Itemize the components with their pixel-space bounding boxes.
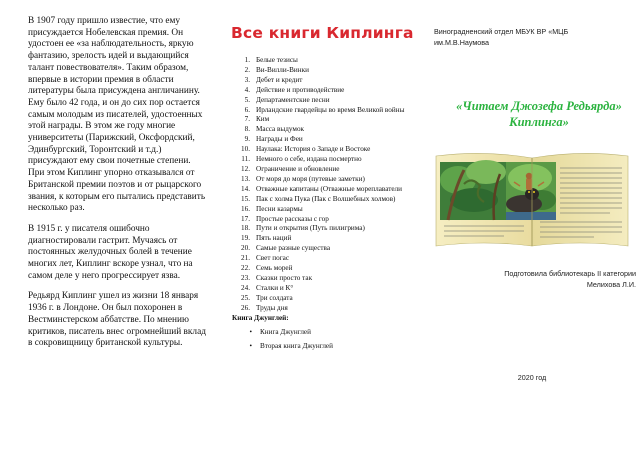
book-number: 12. xyxy=(241,164,250,173)
book-item xyxy=(214,175,424,185)
prepared-by xyxy=(436,268,636,290)
book-number: 21. xyxy=(241,254,250,263)
book-title: Ограничение и обновление xyxy=(256,164,340,173)
book-title: Действие и противодействие xyxy=(256,85,345,94)
book-item xyxy=(214,264,424,274)
book-title: Пак с холма Пука (Пак с Волшебных холмов) xyxy=(256,194,396,203)
book-number: 1. xyxy=(244,56,250,64)
paragraph-illness: В 1915 г. у писателя ошибочно диагностировали гастрит. Мучаясь от постоянных желудочных болей в течение многих лет, Киплинг вскоре узнал, что на самом деле у него прогрессирует язва. xyxy=(28,223,193,281)
jungle-book-item xyxy=(214,341,424,351)
book-number: 2. xyxy=(244,65,250,74)
book-number: 8. xyxy=(244,125,250,134)
jungle-book-title: Книга Джунглей xyxy=(260,327,311,336)
prepared-by-line-1: Подготовила библиотекарь II категории xyxy=(504,269,636,278)
book-title: Пути и открытия (Путь пилигрима) xyxy=(256,224,365,233)
book-title: Награды и Феи xyxy=(256,135,303,144)
book-number: 4. xyxy=(244,85,250,94)
book-item xyxy=(214,224,424,234)
book-item xyxy=(214,215,424,225)
book-number: 11. xyxy=(241,155,250,164)
book-item xyxy=(214,145,424,155)
left-panel xyxy=(0,0,214,452)
book-title: Ви-Вилли-Винки xyxy=(256,65,309,74)
organization-name xyxy=(434,27,634,48)
book-item xyxy=(214,76,424,86)
book-item xyxy=(214,284,424,294)
middle-panel xyxy=(214,0,424,452)
book-number: 15. xyxy=(241,194,250,203)
book-number: 16. xyxy=(241,204,250,213)
book-item xyxy=(214,274,424,284)
book-title: Свет погас xyxy=(256,254,290,263)
book-item xyxy=(214,294,424,304)
book-item xyxy=(214,234,424,244)
book-title: Масса выдумок xyxy=(256,125,305,134)
paragraph-death: Редьярд Киплинг ушел из жизни 18 января 1936 г. в Лондоне. Он был похоронен в Вестминстерском аббатстве. По мнению критиков, писатель внес огромнейший вклад в сокровищницу британской культуры. xyxy=(28,291,206,349)
book-item xyxy=(214,66,424,76)
book-title: Отважные капитаны (Отважные мореплаватели xyxy=(256,184,402,193)
book-number: 9. xyxy=(244,135,250,144)
book-number: 26. xyxy=(241,303,250,312)
organization-line-2: им.М.В.Наумова xyxy=(434,37,490,47)
book-number: 22. xyxy=(241,264,250,273)
book-item xyxy=(214,254,424,264)
jungle-book-list xyxy=(214,327,424,351)
book-item xyxy=(214,96,424,106)
book-title: Белые тезисы xyxy=(256,56,298,64)
books-title: Все книги Киплинга xyxy=(231,24,414,42)
book-item xyxy=(214,195,424,205)
book-title: Три солдата xyxy=(256,293,293,302)
bullet-icon: • xyxy=(249,341,252,350)
jungle-book-item xyxy=(214,327,424,337)
book-number: 7. xyxy=(244,115,250,124)
book-number: 25. xyxy=(241,293,250,302)
book-number: 10. xyxy=(241,145,250,154)
bullet-icon: • xyxy=(249,327,252,336)
book-number: 5. xyxy=(244,95,250,104)
book-number: 14. xyxy=(241,184,250,193)
book-title: Сталки и К° xyxy=(256,283,294,292)
prepared-by-line-2: Мелихова Л.И. xyxy=(586,280,636,289)
book-number: 19. xyxy=(241,234,250,243)
book-item xyxy=(214,115,424,125)
book-title: Немного о себе, издана посмертно xyxy=(256,155,362,164)
book-number: 13. xyxy=(241,174,250,183)
organization-line-1: Виноградненский отдел МБУК ВР «МЦБ xyxy=(434,27,569,36)
book-number: 17. xyxy=(241,214,250,223)
book-item xyxy=(214,155,424,165)
book-number: 20. xyxy=(241,244,250,253)
book-title: Песни казармы xyxy=(256,204,303,213)
book-number: 18. xyxy=(241,224,250,233)
book-title: Семь морей xyxy=(256,264,293,273)
publication-year: 2020 год xyxy=(517,373,547,382)
book-list xyxy=(214,56,424,314)
book-number: 3. xyxy=(244,75,250,84)
book-item xyxy=(214,244,424,254)
book-item xyxy=(214,165,424,175)
jungle-book-heading: Книга Джунглей: xyxy=(232,313,289,322)
paragraph-nobel: В 1907 году пришло известие, что ему присуждается Нобелевская премия. Он удостоен ее «за наблюдательность, яркую фантазию, зрелость идей и выдающийся талант повествователя». Таким образом, впервые в истории премия в области литературы была присуждена англичанину. Ему было 42 года, и он до сих пор остается самым молодым из писателей, удостоенных этой награды. В этом же году многие университеты (Парижский, Оксфордский, Эдинбургский, Торонтский и т.д.) присуждают ему свои почетные степени. При этом Киплинг упорно отказывался от Британской премии поэтов и от рыцарского звания, к которым его пытались представить несколько раз. xyxy=(28,16,206,214)
right-panel xyxy=(424,0,640,452)
book-title: Ким xyxy=(256,115,270,124)
book-item xyxy=(214,185,424,195)
book-number: 23. xyxy=(241,273,250,282)
book-number: 6. xyxy=(244,105,250,114)
book-number: 24. xyxy=(241,283,250,292)
book-title: Труды дня xyxy=(256,303,288,312)
book-item xyxy=(214,125,424,135)
book-title: Ирландские гвардейцы во время Великой войны xyxy=(256,105,405,114)
book-item xyxy=(214,86,424,96)
book-title: Простые рассказы с гор xyxy=(256,214,329,223)
book-title: Департаментские песни xyxy=(256,95,330,104)
book-title: Сказки просто так xyxy=(256,273,313,282)
book-title: Пять наций xyxy=(256,234,292,243)
open-book-illustration xyxy=(434,150,630,250)
book-title: Дебет и кредит xyxy=(256,75,303,84)
book-title: Наулака: История о Западе и Востоке xyxy=(256,145,371,154)
book-item xyxy=(214,56,424,66)
book-item xyxy=(214,135,424,145)
book-item xyxy=(214,304,424,314)
book-title: Самые разные существа xyxy=(256,244,331,253)
book-item xyxy=(214,106,424,116)
jungle-book-title: Вторая книга Джунглей xyxy=(260,341,333,350)
brochure-title: «Читаем Джозефа Редьярда» Киплинга» xyxy=(456,99,622,129)
book-title: От моря до моря (путевые заметки) xyxy=(256,174,365,183)
book-item xyxy=(214,205,424,215)
